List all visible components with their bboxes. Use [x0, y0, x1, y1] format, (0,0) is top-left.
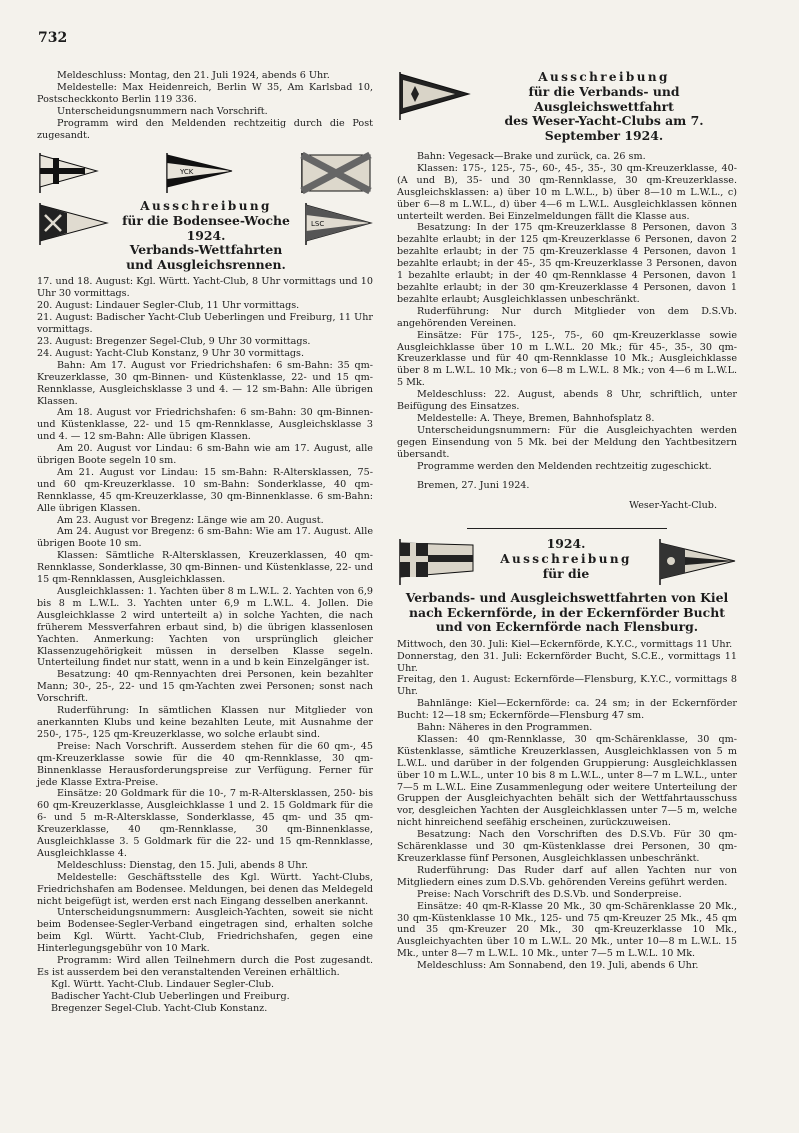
body-paragraph: Preise: Nach Vorschrift. Ausserdem stehen für die 60 qm-, 45 qm-Kreuzerklasse sowie für die 40 qm-Rennklasse, 30 qm-Binnenklasse Herausforderungspreise zur Verfügung. Ferner für jede Klasse Extra-Preise.	[37, 740, 373, 788]
weser-paragraph: Unterscheidungsnummern: Für die Ausgleichyachten werden gegen Einsendung von 5 Mk. bei der Meldung den Yachtbesitzern übersandt.	[397, 424, 737, 460]
weser-paragraph: Meldeschluss: 22. August, abends 8 Uhr, schriftlich, unter Beifügung des Einsatzes.	[397, 389, 737, 413]
body-paragraph: Einsätze: 20 Goldmark für die 10-, 7 m-R-Altersklassen, 250- bis 60 qm-Kreuzerklasse, Ausgleichklasse 1 und 2. 15 Goldmark für die 6- und 5 m-R-Altersklasse, Sonderklasse, 45 qm- und 35 qm-Kreuzerklasse, 40 qm-Rennklasse, 30 qm-Binnenklasse, Ausgleichklasse 3. 5 Goldmark für die 22- und 15 qm-Rennklasse, Ausgleichklasse 4.	[37, 788, 373, 859]
weser-date: Bremen, 27. Juni 1924.	[417, 480, 530, 492]
club-line: Badischer Yacht-Club Ueberlingen und Freiburg.	[51, 990, 290, 1002]
right-column	[397, 70, 737, 972]
yck-label: YCK	[180, 168, 194, 177]
kiel-paragraph: Meldeschluss: Am Sonnabend, den 19. Juli, abends 6 Uhr.	[417, 960, 699, 972]
lsc-pennant-flag-icon	[303, 201, 373, 251]
kiel-schedule-item: Mittwoch, den 30. Juli: Kiel—Eckernförde, K.Y.C., vormittags 11 Uhr.	[397, 638, 733, 650]
kiel-heading-text: Verbands- und Ausgleichswettfahrten von Kiel nach Eckernförde, in der Eckernförder Bucht und von Eckernförde nach Flensburg.	[405, 590, 729, 635]
kiel-paragraph: Ruderführung: Das Ruder darf auf allen Yachten nur von Mitgliedern eines zum D.S.Vb. gehörenden Vereins geführt werden.	[397, 864, 737, 888]
weser-paragraph: Klassen: 175-, 125-, 75-, 60-, 45-, 35-, 30 qm-Kreuzerklasse, 40- (A und B), 35- und 30 qm-Rennklasse, 30 qm-Kreuzerklasse. Ausgleichsklassen: a) über 10 m L.W.L., b) über 8—10 m L.W.L., c) über 6—8 m L.W.L., d) über 4—6 m L.W.L. Ausgleichklassen können unterteilt werden. Bei Einzelmeldungen fällt die Klasse aus.	[397, 162, 737, 222]
kyc-flag-icon	[397, 537, 475, 591]
bodensee-heading-title: Ausschreibung	[140, 199, 272, 214]
kiel-paragraph: Besatzung: Nach den Vorschriften des D.S.Vb. Für 30 qm-Schärenklasse und 30 qm-Küstenklasse drei Personen, 30 qm-Kreuzerklasse fünf Personen, Ausgleichklassen unbeschränkt.	[397, 829, 737, 864]
body-paragraph: Bahn: Am 17. August vor Friedrichshafen: 6 sm-Bahn: 35 qm-Kreuzerklasse, 30 qm-Binnen- und Küstenklasse, 22- und 15 qm-Rennklasse, Ausgleichsklasse 3 und 4. — 12 sm-Bahn: Alle übrigen Klassen.	[37, 359, 373, 407]
kiel-paragraph: Bahnlänge: Kiel—Eckernförde: ca. 24 sm; in der Eckernförder Bucht: 12—18 sm; Eckernförde—Flensburg 47 sm.	[397, 698, 737, 722]
body-paragraph: Meldeschluss: Dienstag, den 15. Juli, abends 8 Uhr.	[57, 859, 309, 871]
body-paragraph: Unterscheidungsnummern: Ausgleich-Yachten, soweit sie nicht beim Bodensee-Segler-Verband eingetragen sind, erhalten solche beim Kgl. Württ. Yacht-Club, Friedrichshafen, gegen eine Hinterlegungsgebühr von 10 Mark.	[37, 907, 373, 955]
bodensee-heading-line4: und Ausgleichsrennen.	[126, 256, 286, 272]
kiel-heading-year: 1924.	[546, 536, 586, 552]
body-paragraph: Ruderführung: In sämtlichen Klassen nur Mitglieder von anerkannten Klubs und keine bezahlten Leute, mit Ausnahme der 250-, 175-, 125 qm-Kreuzerklasse, wo solche erlaubt sind.	[37, 705, 373, 740]
weser-burgee-flag-icon	[397, 70, 471, 126]
kiel-paragraph: Bahn: Näheres in den Programmen.	[417, 722, 593, 734]
weser-paragraph: Bahn: Vegesack—Brake und zurück, ca. 26 sm.	[417, 151, 646, 162]
schedule-item: 21. August: Badischer Yacht-Club Ueberlingen und Freiburg, 11 Uhr vormittags.	[37, 312, 373, 336]
intro-meldeschluss: Meldeschluss: Montag, den 21. Juli 1924, abends 6 Uhr.	[57, 70, 330, 81]
body-paragraph: Am 18. August vor Friedrichshafen: 6 sm-Bahn: 30 qm-Binnen- und Küstenklasse, 22- und 15 qm-Rennklasse, Ausgleichsklasse 3 und 4. — 12 sm-Bahn: Alle übrigen Klassen.	[37, 407, 373, 443]
kiel-paragraph: Klassen: 40 qm-Rennklasse, 30 qm-Schärenklasse, 30 qm-Küstenklasse, sämtliche Kreuzerklassen, Ausgleichklassen von 5 m L.W.L. und darüber in der folgenden Gruppierung: Ausgleichklassen über 10 m L.W.L., unter 10 bis 8 m L.W.L., unter 8—7 m L.W.L., unter 7—5 m L.W.L. Eine Zusammenlegung oder weitere Unterteilung der Gruppen der Ausgleichyachten behält sich der Wettfahrtausschuss vor, desgleichen Yachten der Ausgleichklassen unter 7—5 m, welche nicht hinreichend seefähig erscheinen, zurückzuweisen.	[397, 733, 737, 829]
pennant-cross-flag-icon	[37, 151, 99, 199]
lindau-pennant-flag-icon	[37, 201, 109, 251]
weser-paragraph: Ruderführung: Nur durch Mitglieder von dem D.S.Vb. angehörenden Vereinen.	[397, 305, 737, 329]
bodensee-heading-sub: für die Bodensee-Woche 1924.	[122, 213, 290, 243]
weser-paragraph: Meldestelle: A. Theye, Bremen, Bahnhofsplatz 8.	[417, 412, 655, 424]
section-divider	[467, 528, 667, 529]
weser-heading-date: des Weser-Yacht-Clubs am 7. September 1924.	[504, 113, 704, 143]
intro-unterscheidung: Unterscheidungsnummern nach Vorschrift.	[57, 105, 268, 117]
kiel-heading-fuer: für die	[542, 565, 590, 581]
left-column	[37, 70, 373, 1015]
schedule-item: 17. und 18. August: Kgl. Württ. Yacht-Club, 8 Uhr vormittags und 10 Uhr 30 vormittags.	[37, 276, 373, 300]
schedule-item: 23. August: Bregenzer Segel-Club, 9 Uhr 30 vormittags.	[37, 335, 311, 347]
body-paragraph: Am 20. August vor Lindau: 6 sm-Bahn wie am 17. August, alle übrigen Boote segeln 10 sm.	[37, 443, 373, 467]
sce-pennant-flag-icon	[657, 537, 737, 591]
weser-paragraph: Einsätze: Für 175-, 125-, 75-, 60 qm-Kreuzerklasse sowie Ausgleichklasse über 10 m L.W.L. 20 Mk.; für 45-, 35-, 30 qm-Kreuzerklasse und für 40 qm-Rennklasse 10 Mk.; Ausgleichklasse über 8 m L.W.L. 10 Mk.; von 6—8 m L.W.L. 8 Mk.; von 4—6 m L.W.L. 5 Mk.	[397, 329, 737, 389]
schedule-item: 24. August: Yacht-Club Konstanz, 9 Uhr 30 vormittags.	[37, 347, 305, 359]
weser-signature: Weser-Yacht-Club.	[629, 500, 717, 512]
club-line: Kgl. Württ. Yacht-Club. Lindauer Segler-Club.	[51, 978, 275, 990]
body-paragraph: Ausgleichklassen: 1. Yachten über 8 m L.W.L. 2. Yachten von 6,9 bis 8 m L.W.L. 3. Yachten unter 6,9 m L.W.L. 4. Jollen. Die Ausgleichklasse 2 wird unterteilt a) in solche Yachten, die nach früherem Messverfahren erbaut sind, b) die übrigen klassenlosen Yachten. Anmerkung: Yachten von ursprünglich gleicher Klassenzugehörigkeit müssen in derselben Klasse segeln. Unterteilung findet nur statt, wenn in a und b kein Einzelgänger ist.	[37, 586, 373, 669]
kiel-schedule-item: Freitag, den 1. August: Eckernförde—Flensburg, K.Y.C., vormittags 8 Uhr.	[397, 674, 737, 698]
bodensee-flags-row-1	[37, 149, 373, 201]
weser-paragraph: Besatzung: In der 175 qm-Kreuzerklasse 8 Personen, davon 3 bezahlte erlaubt; in der 125 qm-Kreuzerklasse 6 Personen, davon 2 bezahlte erlaubt; in der 75 qm-Kreuzerklasse 4 Personen, davon 1 bezahlte erlaubt; in der 45-, 35 qm-Kreuzerklasse 3 Personen, davon 1 bezahlte erlaubt; in der 40 qm-Rennklasse 4 Personen, davon 1 bezahlte erlaubt; in der 30 qm-Kreuzerklasse 4 Personen, davon 1 bezahlte erlaubt; Ausgleichklassen unbeschränkt.	[397, 222, 737, 305]
organizer-clubs	[37, 979, 373, 1015]
body-paragraph: Am 24. August vor Bregenz: 6 sm-Bahn: Wie am 17. August. Alle übrigen Boote 10 sm.	[37, 526, 373, 550]
kiel-heading-title: Ausschreibung	[500, 551, 632, 566]
body-paragraph: Besatzung: 40 qm-Rennyachten drei Personen, kein bezahlter Mann; 30-, 25-, 22- und 15 qm-Yachten zwei Personen; sonst nach Vorschrift.	[37, 669, 373, 705]
body-paragraph: Am 23. August vor Bregenz: Länge wie am 20. August.	[57, 514, 324, 526]
intro-meldestelle: Meldestelle: Max Heidenreich, Berlin W 35, Am Karlsbad 10, Postscheckkonto Berlin 119 336.	[37, 81, 373, 105]
page-number: 732	[38, 30, 68, 46]
body-paragraph: Am 21. August vor Lindau: 15 sm-Bahn: R-Altersklassen, 75- und 60 qm-Kreuzerklasse. 10 sm-Bahn: Sonderklasse, 40 qm-Rennklasse, 45 qm-Kreuzerklasse, 30 qm-Binnenklasse. 6 sm-Bahn: Alle übrigen Klassen.	[37, 466, 373, 514]
intro-programm: Programm wird den Meldenden rechtzeitig durch die Post zugesandt.	[37, 117, 373, 141]
weser-heading-title: Ausschreibung	[538, 70, 670, 84]
body-paragraph: Klassen: Sämtliche R-Altersklassen, Kreuzerklassen, 40 qm-Rennklasse, Sonderklasse, 30 qm-Binnen- und Küstenklasse, 22- und 15 qm-Rennklassen, Ausgleichklassen.	[37, 550, 373, 586]
kiel-paragraph: Preise: Nach Vorschrift des D.S.Vb. und Sonderpreise.	[417, 888, 682, 900]
saltire-square-flag-icon	[299, 151, 373, 199]
bodensee-heading-line3: Verbands-Wettfahrten	[129, 242, 283, 258]
weser-heading-sub: für die Verbands- und Ausgleichswettfahrt	[528, 84, 680, 114]
weser-paragraph: Programme werden den Meldenden rechtzeitig zugeschickt.	[417, 460, 712, 472]
body-paragraph: Programm: Wird allen Teilnehmern durch die Post zugesandt. Es ist ausserdem bei den veranstaltenden Vereinen erhältlich.	[37, 955, 373, 978]
kiel-paragraph: Einsätze: 40 qm-R-Klasse 20 Mk., 30 qm-Schärenklasse 20 Mk., 30 qm-Küstenklasse 10 Mk., 125- und 75 qm-Kreuzer 25 Mk., 45 qm und 35 qm-Kreuzer 20 Mk., 30 qm-Kreuzerklasse 10 Mk., Ausgleichyachten über 10 m L.W.L. 20 Mk., unter 10—8 m L.W.L. 15 Mk., unter 8—7 m L.W.L. 10 Mk., unter 7—5 m L.W.L. 10 Mk.	[397, 900, 737, 960]
club-line: Bregenzer Segel-Club. Yacht-Club Konstanz.	[51, 1002, 268, 1014]
yck-pennant-flag-icon	[164, 151, 234, 199]
lsc-label: LSC	[311, 220, 325, 229]
schedule-item: 20. August: Lindauer Segler-Club, 11 Uhr vormittags.	[37, 300, 300, 312]
body-paragraph: Meldestelle: Geschäftsstelle des Kgl. Württ. Yacht-Clubs, Friedrichshafen am Bodensee. Meldungen, bei denen das Meldegeld nicht beigefügt ist, werden erst nach Eingang desselben anerkannt.	[37, 871, 373, 907]
kiel-schedule-item: Donnerstag, den 31. Juli: Eckernförder Bucht, S.C.E., vormittags 11 Uhr.	[397, 650, 737, 674]
